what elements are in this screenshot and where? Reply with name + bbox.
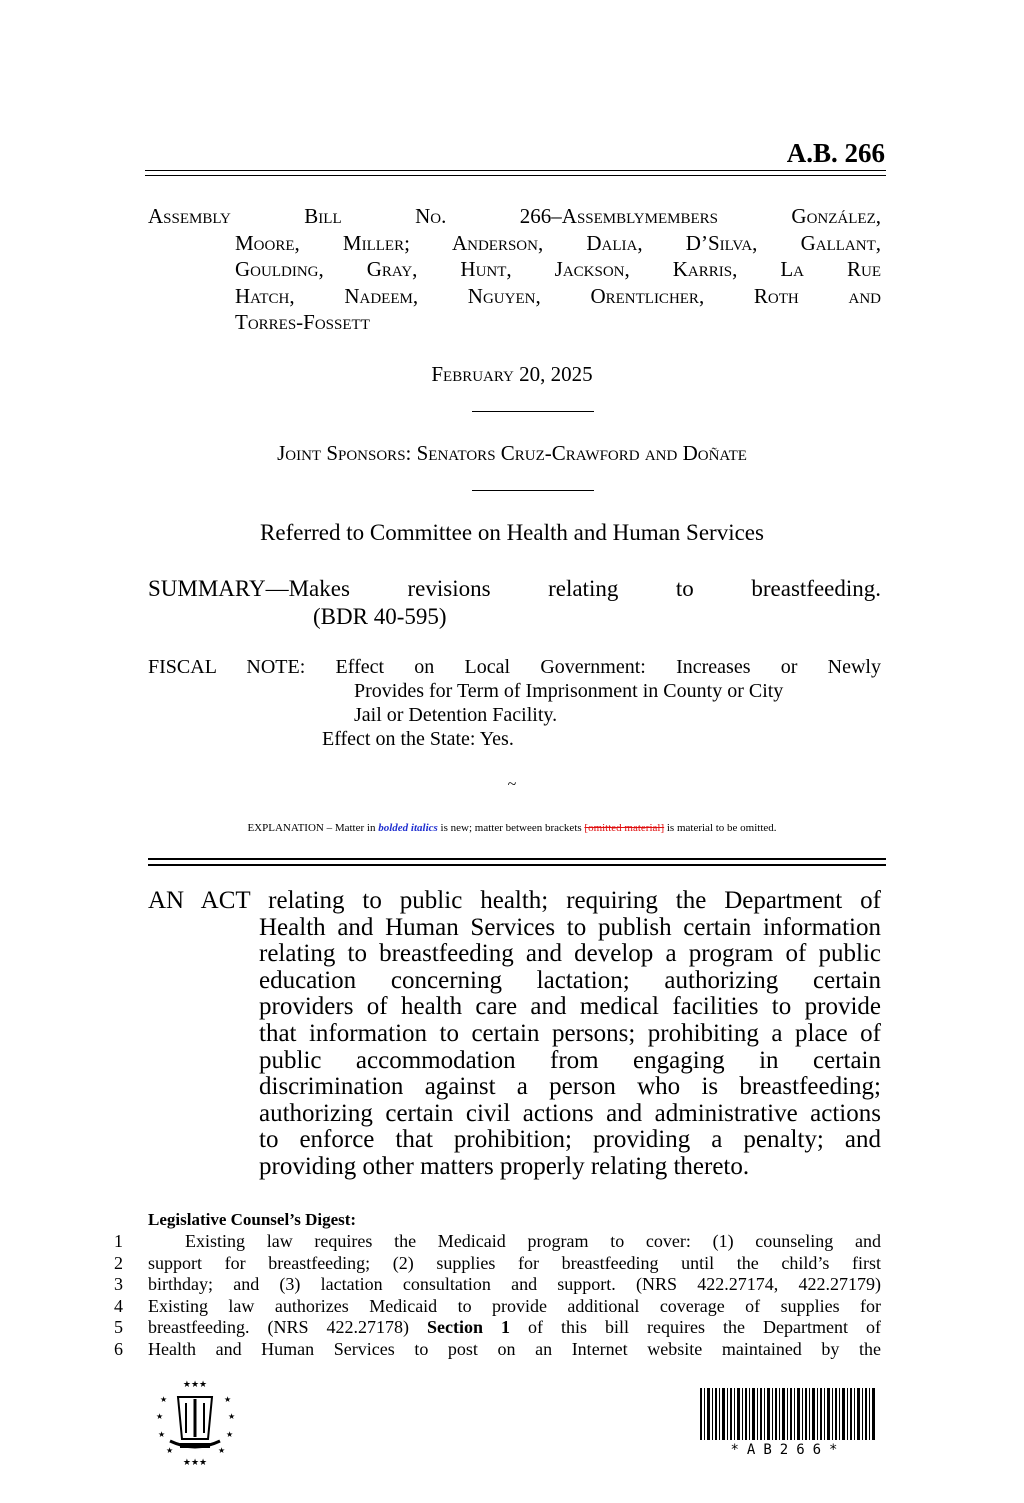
authors-line-4: Hatch, Nadeem, Nguyen, Orentlicher, Roth and <box>235 283 881 308</box>
digest-line: Existing law requires the Medicaid program to cover: (1) counseling and <box>185 1231 881 1251</box>
svg-text:★: ★ <box>218 1446 226 1455</box>
act-line: AN ACT relating to public health; requiring the Department of <box>148 887 881 914</box>
svg-text:★: ★ <box>160 1395 168 1404</box>
fiscal-line-4: Effect on the State: Yes. <box>322 728 514 750</box>
act-line: discrimination against a person who is breastfeeding; <box>259 1073 881 1101</box>
digest-line: birthday; and (3) lactation consultation and support. (NRS 422.27174, 422.27179) <box>148 1274 881 1294</box>
svg-text:★★★: ★★★ <box>182 1458 208 1467</box>
act-line: Health and Human Services to publish certain information <box>259 913 881 941</box>
act-line: authorizing certain civil actions and administrative actions <box>259 1099 881 1127</box>
act-title <box>148 888 881 1181</box>
digest-line: breastfeeding. (NRS 422.27178) Section 1 of this bill requires the Department of <box>148 1317 881 1337</box>
line-number: 5 <box>114 1317 123 1337</box>
nevada-legislature-seal-icon <box>150 1377 240 1467</box>
header-rule-2 <box>145 175 886 176</box>
digest-body <box>148 1231 881 1360</box>
committee-referral: Referred to Committee on Health and Human Services <box>260 520 764 545</box>
explanation-note: EXPLANATION – Matter in bolded italics is new; matter between brackets [omitted material] is material to be omitted. <box>247 822 777 834</box>
authors-line-2: Moore, Miller; Anderson, Dalia, D’Silva, Gallant, <box>235 230 881 255</box>
act-line: education concerning lactation; authorizing certain <box>259 966 881 994</box>
digest-line: Existing law authorizes Medicaid to provide additional coverage of supplies for <box>148 1295 881 1316</box>
digest-line-numbers <box>103 1231 123 1360</box>
svg-text:★★★: ★★★ <box>182 1380 208 1390</box>
svg-text:★: ★ <box>226 1430 234 1439</box>
bill-date: February 20, 2025 <box>431 362 593 386</box>
bolded-italics-sample: bolded italics <box>378 822 438 834</box>
summary-line-2: (BDR 40-595) <box>313 604 447 629</box>
barcode-text: *AB266* <box>730 1442 846 1458</box>
bill-summary <box>148 575 881 631</box>
fiscal-line-2: Provides for Term of Imprisonment in County or City <box>354 680 784 702</box>
fiscal-line-3: Jail or Detention Facility. <box>354 704 558 726</box>
section-rule-1 <box>148 858 886 860</box>
section-tilde: ~ <box>507 776 517 793</box>
act-line: that information to certain persons; prohibiting a place of <box>259 1019 881 1047</box>
digest-line: support for breastfeeding; (2) supplies for breastfeeding until the child’s first <box>148 1252 881 1273</box>
bill-authors <box>148 203 881 336</box>
section-rule-2 <box>148 864 886 866</box>
line-number: 1 <box>114 1231 123 1251</box>
act-line: relating to breastfeeding and develop a program of public <box>259 940 881 968</box>
act-line: to enforce that prohibition; providing a penalty; and <box>259 1126 881 1154</box>
act-line: public accommodation from engaging in certain <box>259 1046 881 1074</box>
authors-line-3: Goulding, Gray, Hunt, Jackson, Karris, La Rue <box>235 257 881 281</box>
bill-number: A.B. 266 <box>786 138 885 168</box>
digest-title: Legislative Counsel’s Digest: <box>148 1210 357 1229</box>
act-line: providing other matters properly relating thereto. <box>259 1152 750 1180</box>
omitted-material-sample: [omitted material] <box>584 822 665 834</box>
barcode-icon <box>700 1388 876 1440</box>
line-number: 2 <box>114 1252 123 1273</box>
fiscal-note <box>148 655 881 751</box>
divider-rule-2 <box>472 490 594 491</box>
authors-line-5: Torres-Fossett <box>235 310 370 334</box>
svg-text:★: ★ <box>228 1412 236 1421</box>
line-number: 3 <box>114 1274 123 1294</box>
svg-text:★: ★ <box>166 1446 174 1455</box>
act-line: providers of health care and medical facilities to provide <box>259 993 881 1021</box>
summary-line-1: SUMMARY—Makes revisions relating to breastfeeding. <box>148 576 881 601</box>
line-number: 6 <box>114 1338 123 1359</box>
section-1-reference: Section 1 <box>426 1317 510 1337</box>
svg-text:★: ★ <box>156 1412 164 1421</box>
header-rule <box>145 170 886 171</box>
digest-line: Health and Human Services to post on an Internet website maintained by the <box>148 1338 881 1359</box>
svg-text:★: ★ <box>158 1430 166 1439</box>
svg-text:★: ★ <box>224 1395 232 1404</box>
joint-sponsors: Joint Sponsors: Senators Cruz-Crawford and Doñate <box>277 441 747 465</box>
fiscal-line-1: FISCAL NOTE: Effect on Local Government: Increases or Newly <box>148 656 881 678</box>
divider-rule-1 <box>472 411 594 412</box>
authors-line-1: Assembly Bill No. 266–Assemblymembers González, <box>148 204 881 228</box>
line-number: 4 <box>114 1295 123 1316</box>
